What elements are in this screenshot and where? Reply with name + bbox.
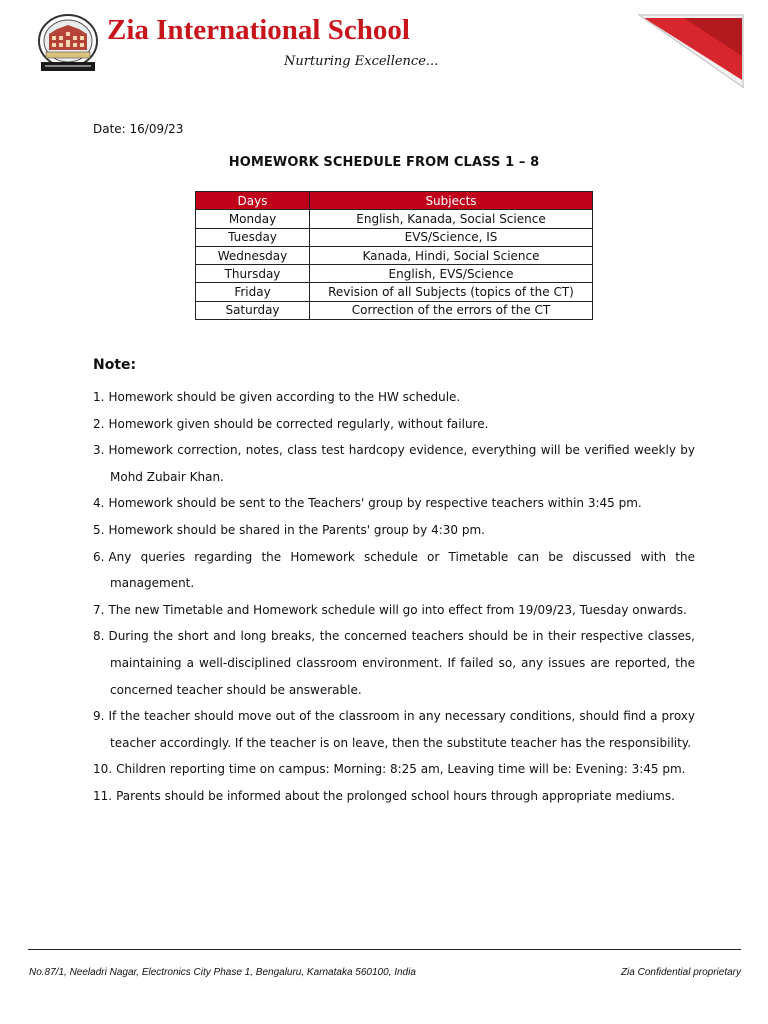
subjects-cell: Correction of the errors of the CT [310, 301, 593, 319]
note-item [93, 703, 695, 756]
note-number: 8. [93, 629, 105, 644]
notes-heading: Note: [93, 357, 137, 373]
table-header-row [196, 192, 593, 210]
note-text: The new Timetable and Homework schedule will go into effect from 19/09/23, Tuesday onwards. [108, 602, 687, 617]
note-text: Homework correction, notes, class test hardcopy evidence, everything will be verified weekly by Mohd Zubair Khan. [108, 443, 695, 484]
table-row [196, 283, 593, 301]
note-number: 3. [93, 443, 105, 458]
table-row [196, 246, 593, 264]
day-cell: Thursday [196, 265, 310, 283]
note-item [93, 756, 695, 783]
school-name: Zia International School [107, 14, 410, 46]
note-number: 5. [93, 522, 105, 537]
subjects-cell: English, Kanada, Social Science [310, 210, 593, 228]
footer-confidential: Zia Confidential proprietary [620, 967, 741, 978]
school-tagline: Nurturing Excellence... [284, 54, 439, 69]
document-title: HOMEWORK SCHEDULE FROM CLASS 1 – 8 [228, 155, 540, 170]
note-text: Homework given should be corrected regularly, without failure. [108, 416, 489, 431]
note-number: 1. [93, 390, 105, 404]
note-text: During the short and long breaks, the concerned teachers should be in their respective classes, maintaining a well-disciplined classroom environment. If failed so, any issues are reported, the concerned teacher should be answerable. [108, 629, 695, 697]
note-item [93, 544, 695, 597]
note-number: 4. [93, 496, 105, 511]
column-header-subjects: Subjects [310, 192, 593, 210]
table-row [196, 265, 593, 283]
note-text: Children reporting time on campus: Morning: 8:25 am, Leaving time will be: Evening: 3:45 pm. [116, 762, 686, 777]
note-text: Homework should be shared in the Parents' group by 4:30 pm. [108, 522, 485, 537]
note-number: 10. [93, 762, 113, 777]
notes-list [93, 384, 695, 810]
note-text: Any queries regarding the Homework schedule or Timetable can be discussed with the management. [108, 549, 695, 591]
note-number: 9. [93, 709, 105, 724]
note-item [93, 384, 695, 411]
red-ribbon-decoration [638, 14, 744, 88]
note-item [93, 437, 695, 490]
footer-address: No.87/1, Neeladri Nagar, Electronics City Phase 1, Bengaluru, Karnataka 560100, India [29, 967, 416, 978]
subjects-cell: English, EVS/Science [310, 265, 593, 283]
subjects-cell: Kanada, Hindi, Social Science [310, 246, 593, 264]
note-item [93, 623, 695, 703]
subjects-cell: Revision of all Subjects (topics of the CT) [310, 283, 593, 301]
footer-divider [28, 949, 741, 950]
note-text: Homework should be sent to the Teachers' group by respective teachers within 3:45 pm. [108, 496, 642, 511]
note-number: 11. [93, 788, 113, 803]
table-row [196, 210, 593, 228]
note-text: If the teacher should move out of the classroom in any necessary conditions, should find a proxy teacher accordingly. If the teacher is on leave, then the substitute teacher has the responsibility. [108, 709, 695, 750]
note-item [93, 490, 695, 517]
homework-schedule-table [195, 191, 593, 320]
day-cell: Saturday [196, 301, 310, 319]
day-cell: Tuesday [196, 228, 310, 246]
day-cell: Monday [196, 210, 310, 228]
table-row [196, 301, 593, 319]
column-header-days: Days [196, 192, 310, 210]
table-row [196, 228, 593, 246]
note-number: 6. [93, 549, 105, 564]
note-text: Homework should be given according to the HW schedule. [108, 390, 461, 404]
school-crest-logo [37, 14, 99, 72]
subjects-cell: EVS/Science, IS [310, 228, 593, 246]
note-item [93, 517, 695, 544]
note-item [93, 411, 695, 438]
day-cell: Friday [196, 283, 310, 301]
document-date: Date: 16/09/23 [93, 122, 184, 136]
note-item [93, 597, 695, 624]
note-number: 7. [93, 602, 105, 617]
note-number: 2. [93, 416, 105, 431]
note-item [93, 783, 695, 810]
note-text: Parents should be informed about the prolonged school hours through appropriate mediums. [116, 788, 675, 803]
day-cell: Wednesday [196, 246, 310, 264]
